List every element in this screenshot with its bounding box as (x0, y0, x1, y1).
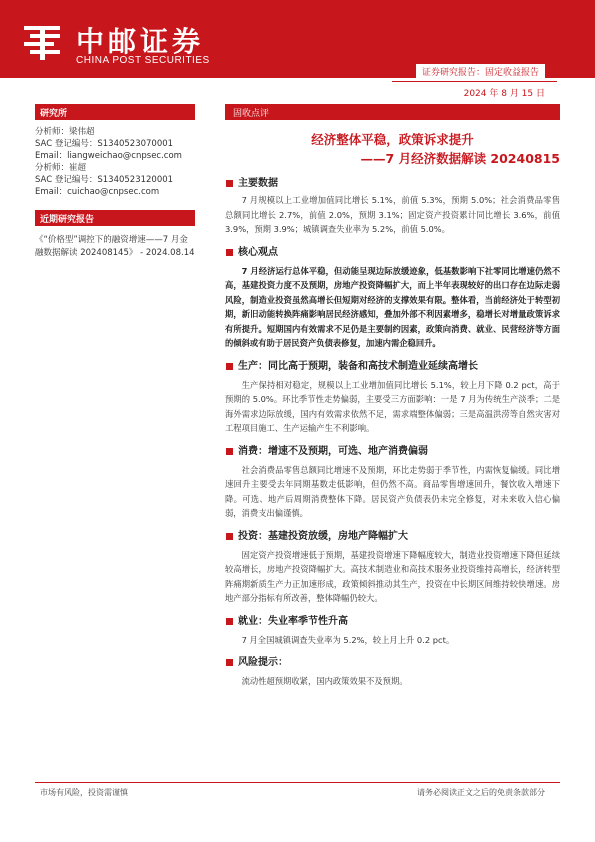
analyst-name: 分析师：崔超 (35, 163, 87, 173)
report-type: 证券研究报告：固定收益报告 (416, 64, 545, 79)
report-date: 2024 年 8 月 15 日 (463, 89, 545, 99)
section-heading: 主要数据 (225, 177, 560, 191)
section-heading: 生产：同比高于预期，装备和高技术制造业延续高增长 (225, 360, 560, 374)
section-heading: 消费：增速不及预期，可选、地产消费偏弱 (225, 445, 560, 459)
analyst-sac: SAC 登记编号：S1340523070001 (35, 139, 174, 149)
section-consumption (225, 445, 560, 521)
sidebar (35, 104, 195, 260)
section-paragraph: 7 月经济运行总体平稳，但动能呈现边际放缓迹象，低基数影响下社零同比增速仍然不高，基建投资力度不及预期，房地产投资降幅扩大，而上半年表现较好的出口存在边际走弱风险，制造业投资虽然高增长但短期对经济的支撑效果有限。整体看，当前经济处于转型初期，新旧动能转换阵痛影响居民经济感知，叠加外部不利因素增多，稳增长对增量政策诉求有所提升。短期国内有效需求不足仍是主要制约因素，政策向消费、就业、民营经济等方面的倾斜或有助于居民资产负债表修复，加速内需企稳回升。 (225, 265, 560, 348)
analyst-info (35, 126, 195, 198)
china-post-logo-icon (22, 22, 64, 62)
analyst-name: 分析师：梁伟超 (35, 127, 95, 137)
footer-disclaimer-left: 市场有风险，投资需谨慎 (40, 788, 128, 797)
recent-reports-heading: 近期研究报告 (35, 210, 195, 226)
main-content (225, 104, 560, 689)
bullet-square-icon (226, 180, 233, 187)
researcher-heading: 研究所 (35, 104, 195, 120)
section-risk (225, 656, 560, 689)
section-main-data (225, 177, 560, 237)
section-heading: 就业：失业率季节性升高 (225, 615, 560, 629)
bullet-square-icon (226, 249, 233, 256)
section-paragraph: 固定资产投资增速低于预期，基建投资增速下降幅度较大，制造业投资增速下降但延续较高增长，房地产投资降幅扩大。高技术制造业和高技术服务业投资维持高增长，经济转型阵痛期新质生产力正加速形成，政策倾斜推动其生产，投资在中长期区间维持较快增速。房地产部分指标有所改善，整体降幅仍较大。 (225, 549, 560, 603)
section-heading: 投资：基建投资放缓，房地产降幅扩大 (225, 530, 560, 544)
recent-report-link[interactable]: 《“价格型”调控下的融资增速——7 月金融数据解读 202408145》 - 2024.08.14 (35, 235, 195, 258)
category-bar: 固收点评 (225, 104, 560, 120)
section-heading: 核心观点 (225, 246, 560, 260)
section-paragraph: 7 月规模以上工业增加值同比增长 5.1%，前值 5.3%，预期 5.0%；社会消费品零售总额同比增长 2.7%，前值 2.0%，预期 3.1%；固定资产投资累计同比增长 3.6%，前值 3.9%，预期 3.9%；城镇调查失业率为 5.2%，前值 5.0%。 (225, 195, 560, 234)
section-employment (225, 615, 560, 648)
bullet-square-icon (226, 363, 233, 370)
analyst-sac: SAC 登记编号：S1340523120001 (35, 175, 174, 185)
section-core-views (225, 246, 560, 351)
section-investment (225, 530, 560, 606)
section-production (225, 360, 560, 436)
analyst-email[interactable]: Email：liangweichao@cnpsec.com (35, 151, 182, 161)
bullet-square-icon (226, 659, 233, 666)
report-subtitle: ——7 月经济数据解读 20240815 (360, 151, 560, 166)
section-paragraph: 社会消费品零售总额同比增速不及预期，环比走势弱于季节性，内需恢复偏缓。同比增速回升主要受去年同期基数走低影响，但仍然不高。商品零售增速回升，餐饮收入增速下降。可选、地产后周期消费整体下降。居民资产负债表仍未完全修复，对未来收入信心偏弱，消费支出偏谨慎。 (225, 464, 560, 518)
section-paragraph: 7 月全国城镇调查失业率为 5.2%，较上月上升 0.2 pct。 (241, 634, 455, 645)
bullet-square-icon (226, 533, 233, 540)
header-divider (392, 81, 557, 82)
report-title-block (225, 130, 560, 168)
brand-name-cn: 中邮证券 (76, 25, 205, 58)
analyst-email[interactable]: Email：cuichao@cnpsec.com (35, 187, 160, 197)
section-paragraph: 流动性超预期收紧，国内政策效果不及预期。 (241, 676, 408, 686)
section-heading: 风险提示： (225, 656, 560, 670)
bullet-square-icon (226, 448, 233, 455)
section-paragraph: 生产保持相对稳定，规模以上工业增加值同比增长 5.1%，较上月下降 0.2 pct，高于预期的 5.0%。环比季节性走势偏弱，主要受三方面影响：一是 7 月为传统生产淡季；二是海外需求边际放缓，国内有效需求依然不足，需求端整体偏弱；三是高温洪涝等自然灾害对工程项目施工、生产运输产生不利影响。 (225, 379, 560, 433)
report-title: 经济整体平稳，政策诉求提升 (311, 132, 474, 147)
footer-disclaimer-right: 请务必阅读正文之后的免责条款部分 (417, 788, 545, 797)
footer-divider (35, 782, 560, 783)
bullet-square-icon (226, 618, 233, 625)
brand-name-en: CHINA POST SECURITIES (76, 55, 210, 66)
